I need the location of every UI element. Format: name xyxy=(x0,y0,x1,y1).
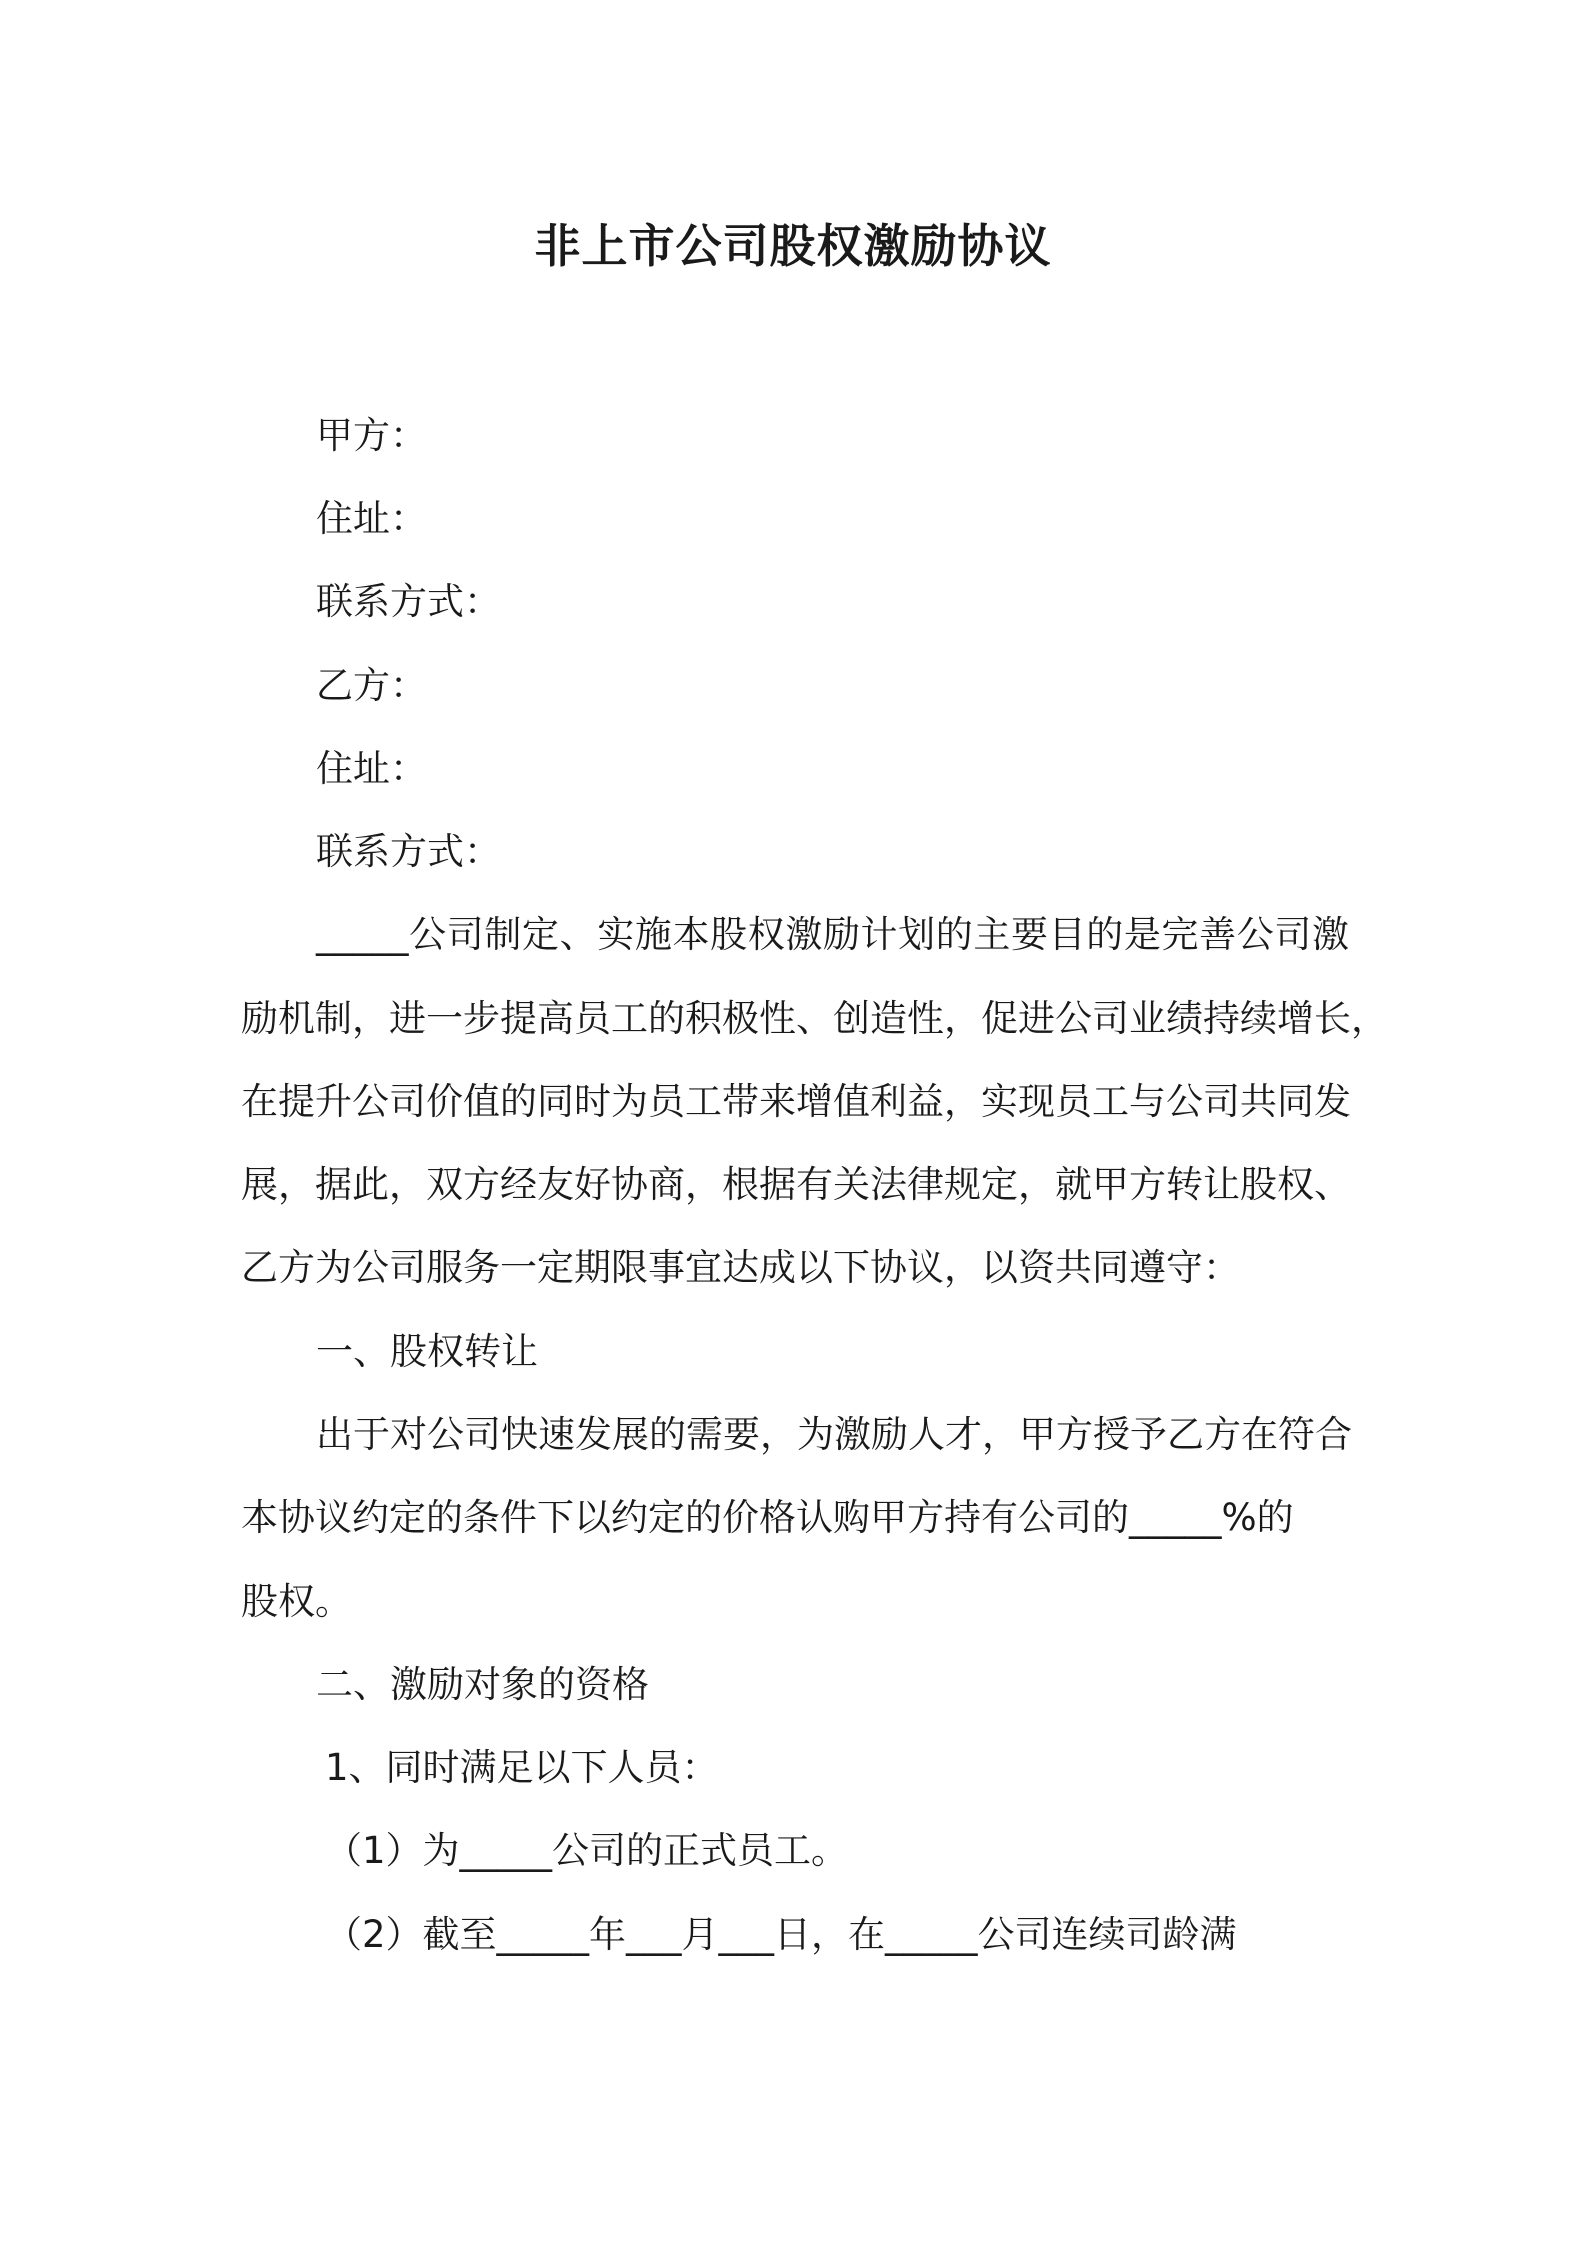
party-b-contact-label: 联系方式： xyxy=(316,830,501,873)
section-2-heading: 二、激励对象的资格 xyxy=(316,1663,649,1706)
section-1-line-3: 股权。 xyxy=(241,1580,352,1623)
preamble-line-4: 展，据此，双方经友好协商，根据有关法律规定，就甲方转让股权、 xyxy=(241,1163,1351,1206)
preamble-line-2: 励机制，进一步提高员工的积极性、创造性，促进公司业绩持续增长， xyxy=(241,997,1388,1040)
party-a-address-label: 住址： xyxy=(316,497,427,540)
party-b-label: 乙方： xyxy=(316,664,427,707)
preamble-line-1: _____公司制定、实施本股权激励计划的主要目的是完善公司激 xyxy=(316,913,1349,956)
section-2-item-1: 1、同时满足以下人员： xyxy=(325,1746,719,1789)
party-a-label: 甲方： xyxy=(316,414,427,457)
section-2-sub-1: （1）为_____公司的正式员工。 xyxy=(325,1829,849,1872)
preamble-line-3: 在提升公司价值的同时为员工带来增值利益，实现员工与公司共同发 xyxy=(241,1080,1351,1123)
preamble-line-5: 乙方为公司服务一定期限事宜达成以下协议，以资共同遵守： xyxy=(241,1246,1240,1289)
section-1-line-2: 本协议约定的条件下以约定的价格认购甲方持有公司的_____%的 xyxy=(241,1496,1294,1539)
section-1-line-1: 出于对公司快速发展的需要，为激励人才，甲方授予乙方在符合 xyxy=(316,1413,1352,1456)
document-title: 非上市公司股权激励协议 xyxy=(534,219,1052,273)
party-b-address-label: 住址： xyxy=(316,747,427,790)
party-a-contact-label: 联系方式： xyxy=(316,580,501,623)
section-1-heading: 一、股权转让 xyxy=(316,1330,538,1373)
section-2-sub-2: （2）截至_____年___月___日，在_____公司连续司龄满 xyxy=(325,1913,1237,1956)
